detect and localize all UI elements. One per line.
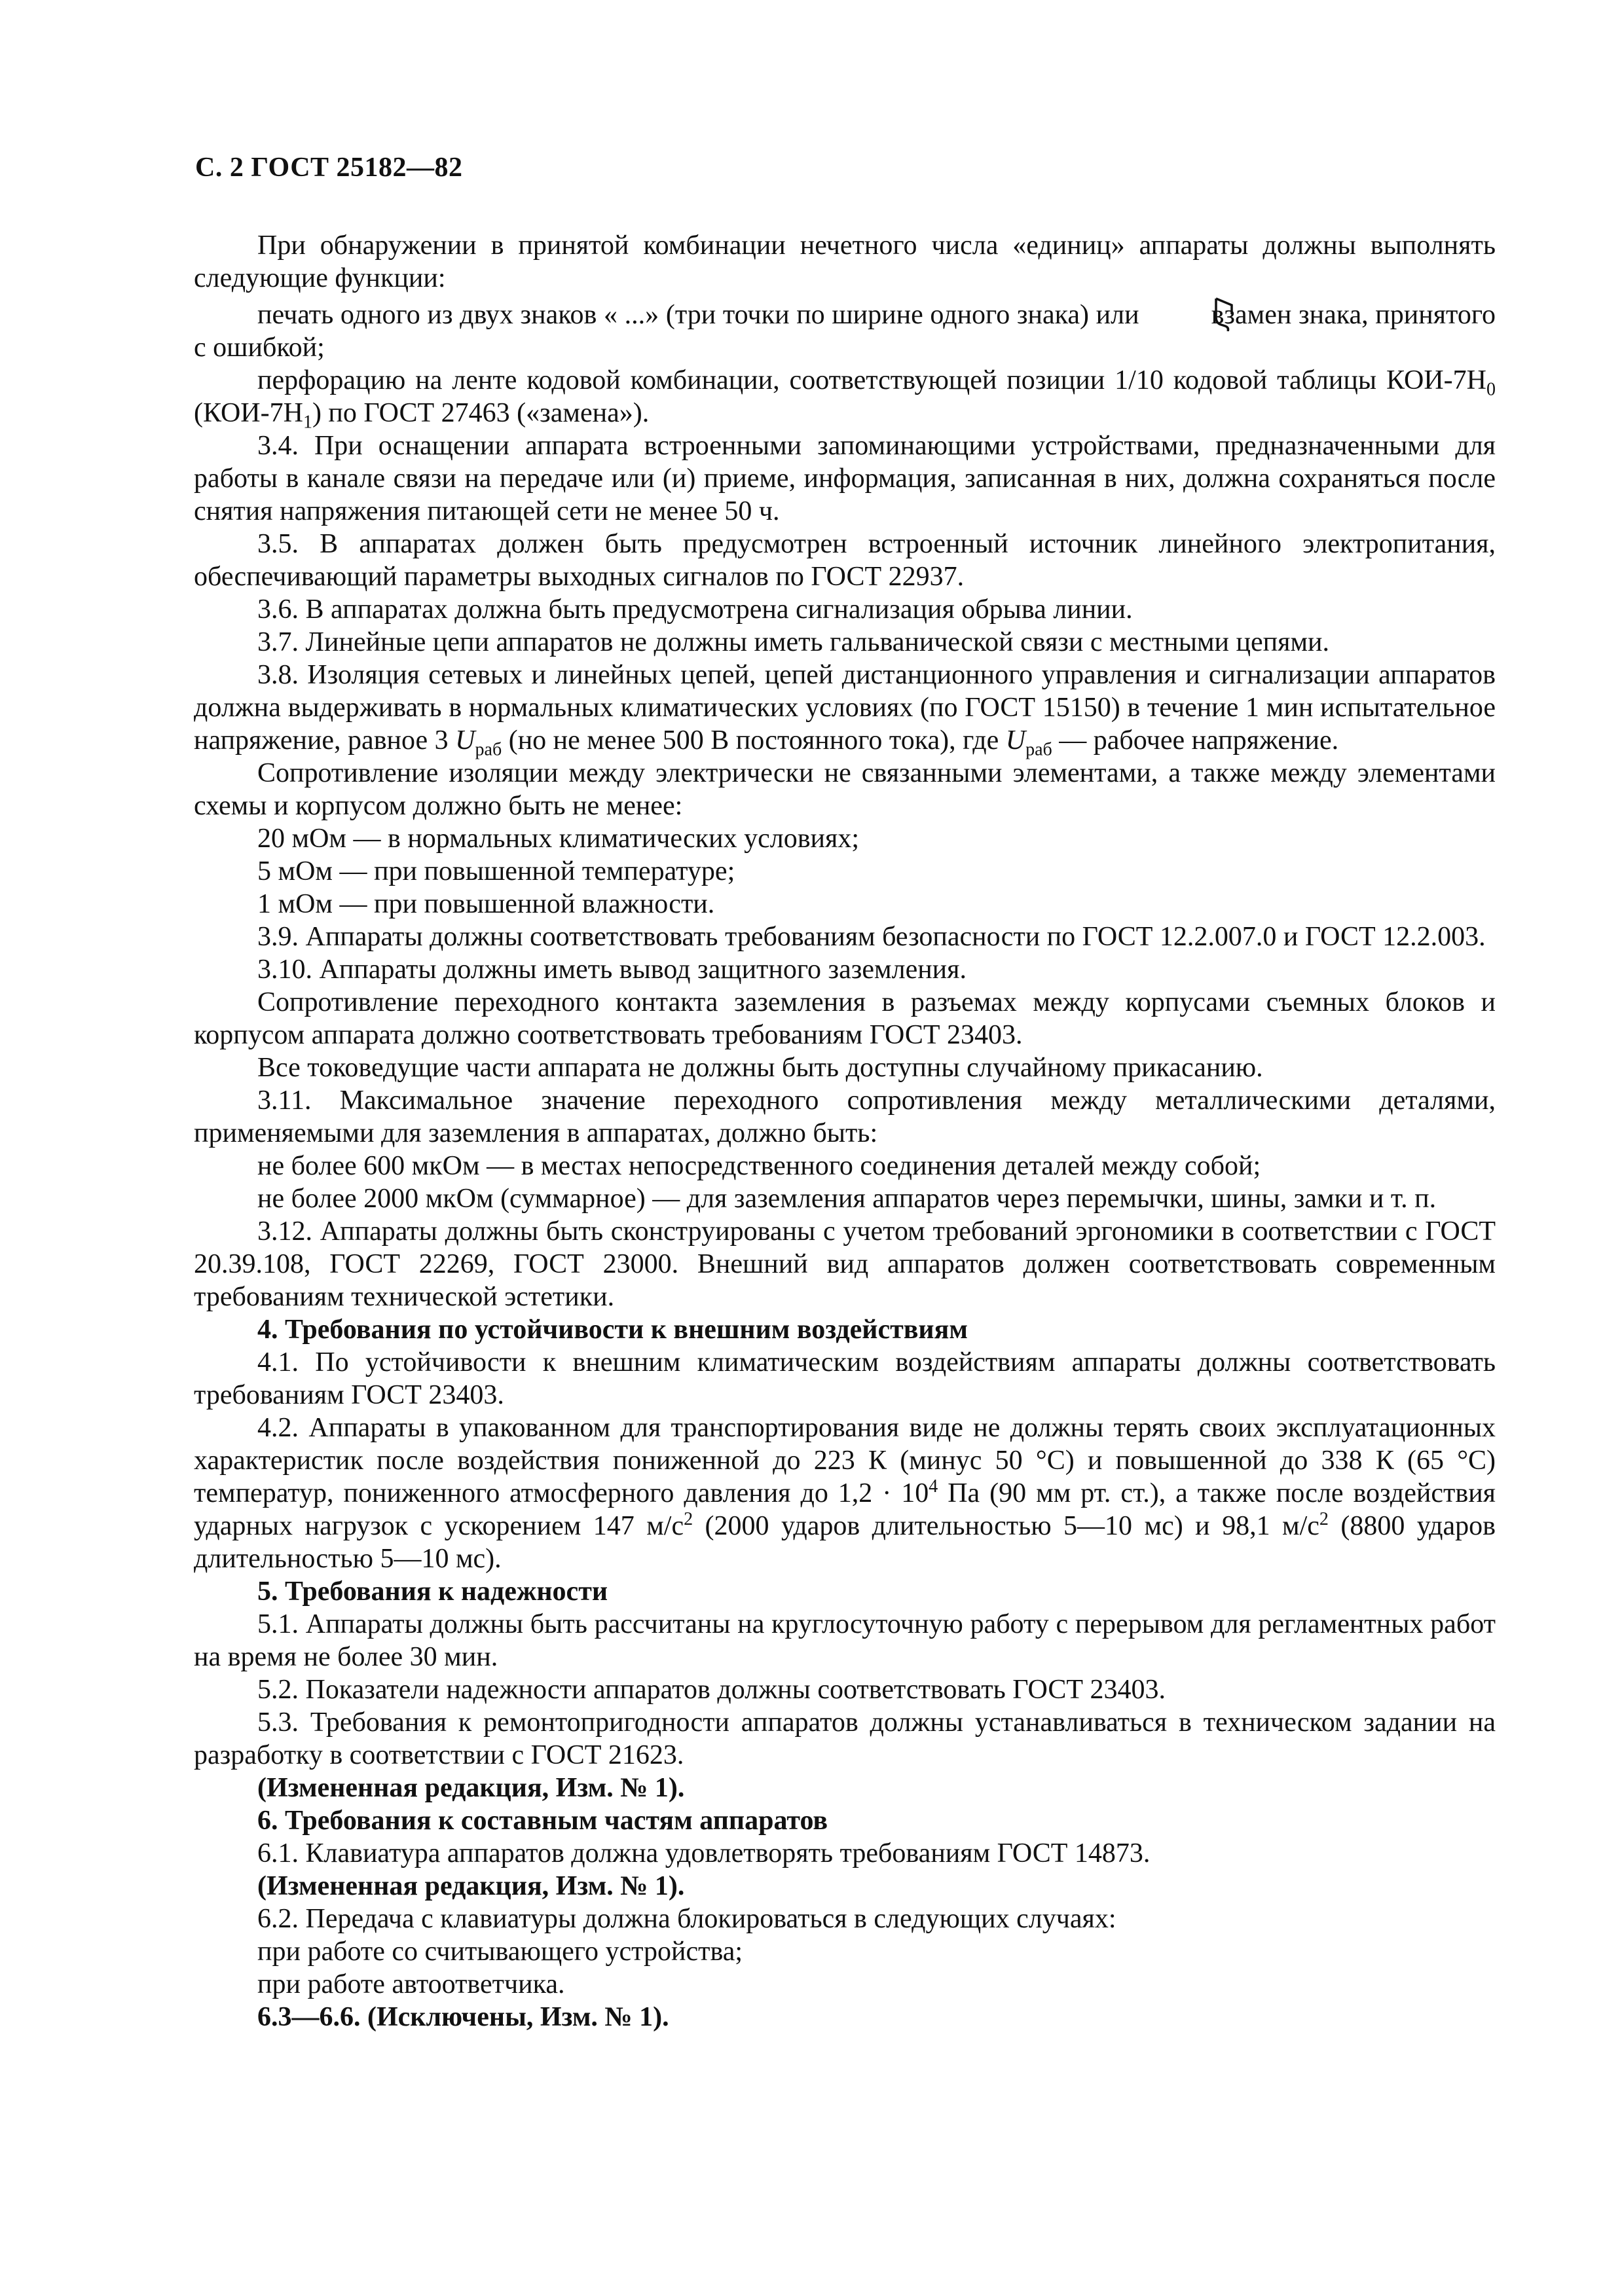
paragraph: 20 мОм — в нормальных климатических условиях; <box>257 824 860 854</box>
paragraph: 4.1. По устойчивости к внешним климатическим воздействиям аппараты должны соответствовать требованиям ГОСТ 23403. <box>194 1347 1496 1410</box>
paragraph: не более 600 мкОм — в местах непосредственного соединения деталей между собой; <box>257 1151 1261 1181</box>
paragraph: при работе автоответчика. <box>257 1969 565 1999</box>
paragraph: 3.12. Аппараты должны быть сконструированы с учетом требований эргономики в соответствии с ГОСТ 20.39.108, ГОСТ 22269, ГОСТ 23000. Внешний вид аппаратов должен соответствовать современным требованиям технической эстетики. <box>194 1216 1496 1312</box>
paragraph: При обнаружении в принятой комбинации нечетного числа «единиц» аппараты должны выполнять следующие функции: <box>194 230 1496 293</box>
document-body <box>194 229 1496 2033</box>
paragraph: Все токоведущие части аппарата не должны быть доступны случайному прикасанию. <box>257 1053 1263 1083</box>
paragraph: Сопротивление изоляции между электрически не связанными элементами, а также между элементами схемы и корпусом должно быть не менее: <box>194 758 1496 821</box>
excluded-note: 6.3—6.6. (Исключены, Изм. № 1). <box>257 2002 669 2032</box>
amendment-note: (Измененная редакция, Изм. № 1). <box>257 1773 685 1803</box>
paragraph-text: печать одного из двух знаков « ...» (три точки по ширине одного знака) или <box>257 300 1139 330</box>
paragraph: 1 мОм — при повышенной влажности. <box>257 889 715 919</box>
page-header: С. 2 ГОСТ 25182—82 <box>195 153 463 183</box>
paragraph: 3.9. Аппараты должны соответствовать требованиям безопасности по ГОСТ 12.2.007.0 и ГОСТ 12.2.003. <box>257 922 1486 952</box>
paragraph: не более 2000 мкОм (суммарное) — для заземления аппаратов через перемычки, шины, замки и т. п. <box>257 1184 1437 1214</box>
paragraph <box>194 295 1496 364</box>
paragraph: 3.5. В аппаратах должен быть предусмотрен встроенный источник линейного электропитания, обеспечивающий параметры выходных сигналов по ГОСТ 22937. <box>194 529 1496 592</box>
error-mark-icon <box>1146 295 1185 327</box>
paragraph: 3.10. Аппараты должны иметь вывод защитного заземления. <box>257 955 967 985</box>
paragraph: 3.7. Линейные цепи аппаратов не должны иметь гальванической связи с местными цепями. <box>257 627 1329 657</box>
paragraph: 3.11. Максимальное значение переходного сопротивления между металлическими деталями, применяемыми для заземления в аппаратах, должно быть: <box>194 1085 1496 1148</box>
amendment-note: (Измененная редакция, Изм. № 1). <box>257 1871 685 1901</box>
paragraph: 5.1. Аппараты должны быть рассчитаны на круглосуточную работу с перерывом для регламентных работ на время не более 30 мин. <box>194 1609 1496 1672</box>
paragraph: при работе со считывающего устройства; <box>257 1937 743 1967</box>
section-heading-6: 6. Требования к составным частям аппаратов <box>257 1806 828 1836</box>
paragraph-text: взамен знака, принятого с ошибкой; <box>194 300 1496 363</box>
paragraph: 3.4. При оснащении аппарата встроенными запоминающими устройствами, предназначенными для работы в канале связи на передаче или (и) приеме, информация, записанная в них, должна сохраняться после снятия напряжения питающей сети не менее 50 ч. <box>194 431 1496 526</box>
paragraph: 5 мОм — при повышенной температуре; <box>257 856 735 886</box>
paragraph: 5.2. Показатели надежности аппаратов должны соответствовать ГОСТ 23403. <box>257 1675 1166 1705</box>
paragraph: 3.8. Изоляция сетевых и линейных цепей, цепей дистанционного управления и сигнализации аппаратов должна выдерживать в нормальных климатических условиях (по ГОСТ 15150) в течение 1 мин испытательное напряжение, равное 3 $U_{раб}$ (но не менее 500 В постоянного тока), где $U_{раб}$ — рабочее напряжение. <box>194 660 1496 760</box>
section-heading-5: 5. Требования к надежности <box>257 1576 608 1607</box>
paragraph: 6.2. Передача с клавиатуры должна блокироваться в следующих случаях: <box>257 1904 1116 1934</box>
paragraph: 3.6. В аппаратах должна быть предусмотрена сигнализация обрыва линии. <box>257 594 1133 625</box>
paragraph: 4.2. Аппараты в упакованном для транспортирования виде не должны терять своих эксплуатационных характеристик после воздействия пониженной до 223 К (минус 50 °С) и повышенной до 338 К (65 °С) температур, пониженного атмосферного давления до $1,2 \cdot 10^4$ Па (90 мм рт. ст.), а также после воздействия ударных нагрузок с ускорением 147 $м/с^2$ (2000 ударов длительностью 5—10 мс) и 98,1 $м/с^2$ (8800 ударов длительностью 5—10 мс). <box>194 1413 1496 1574</box>
paragraph: 5.3. Требования к ремонтопригодности аппаратов должны устанавливаться в техническом задании на разработку в соответствии с ГОСТ 21623. <box>194 1707 1496 1770</box>
section-heading-4: 4. Требования по устойчивости к внешним воздействиям <box>257 1315 968 1345</box>
paragraph: 6.1. Клавиатура аппаратов должна удовлетворять требованиям ГОСТ 14873. <box>257 1838 1151 1868</box>
paragraph: перфорацию на ленте кодовой комбинации, соответствующей позиции 1/10 кодовой таблицы КОИ-$7Н_0$ $(КОИ-7Н_1)$ по ГОСТ 27463 («замена»). <box>194 365 1496 433</box>
paragraph: Сопротивление переходного контакта заземления в разъемах между корпусами съемных блоков и корпусом аппарата должно соответствовать требованиям ГОСТ 23403. <box>194 987 1496 1050</box>
